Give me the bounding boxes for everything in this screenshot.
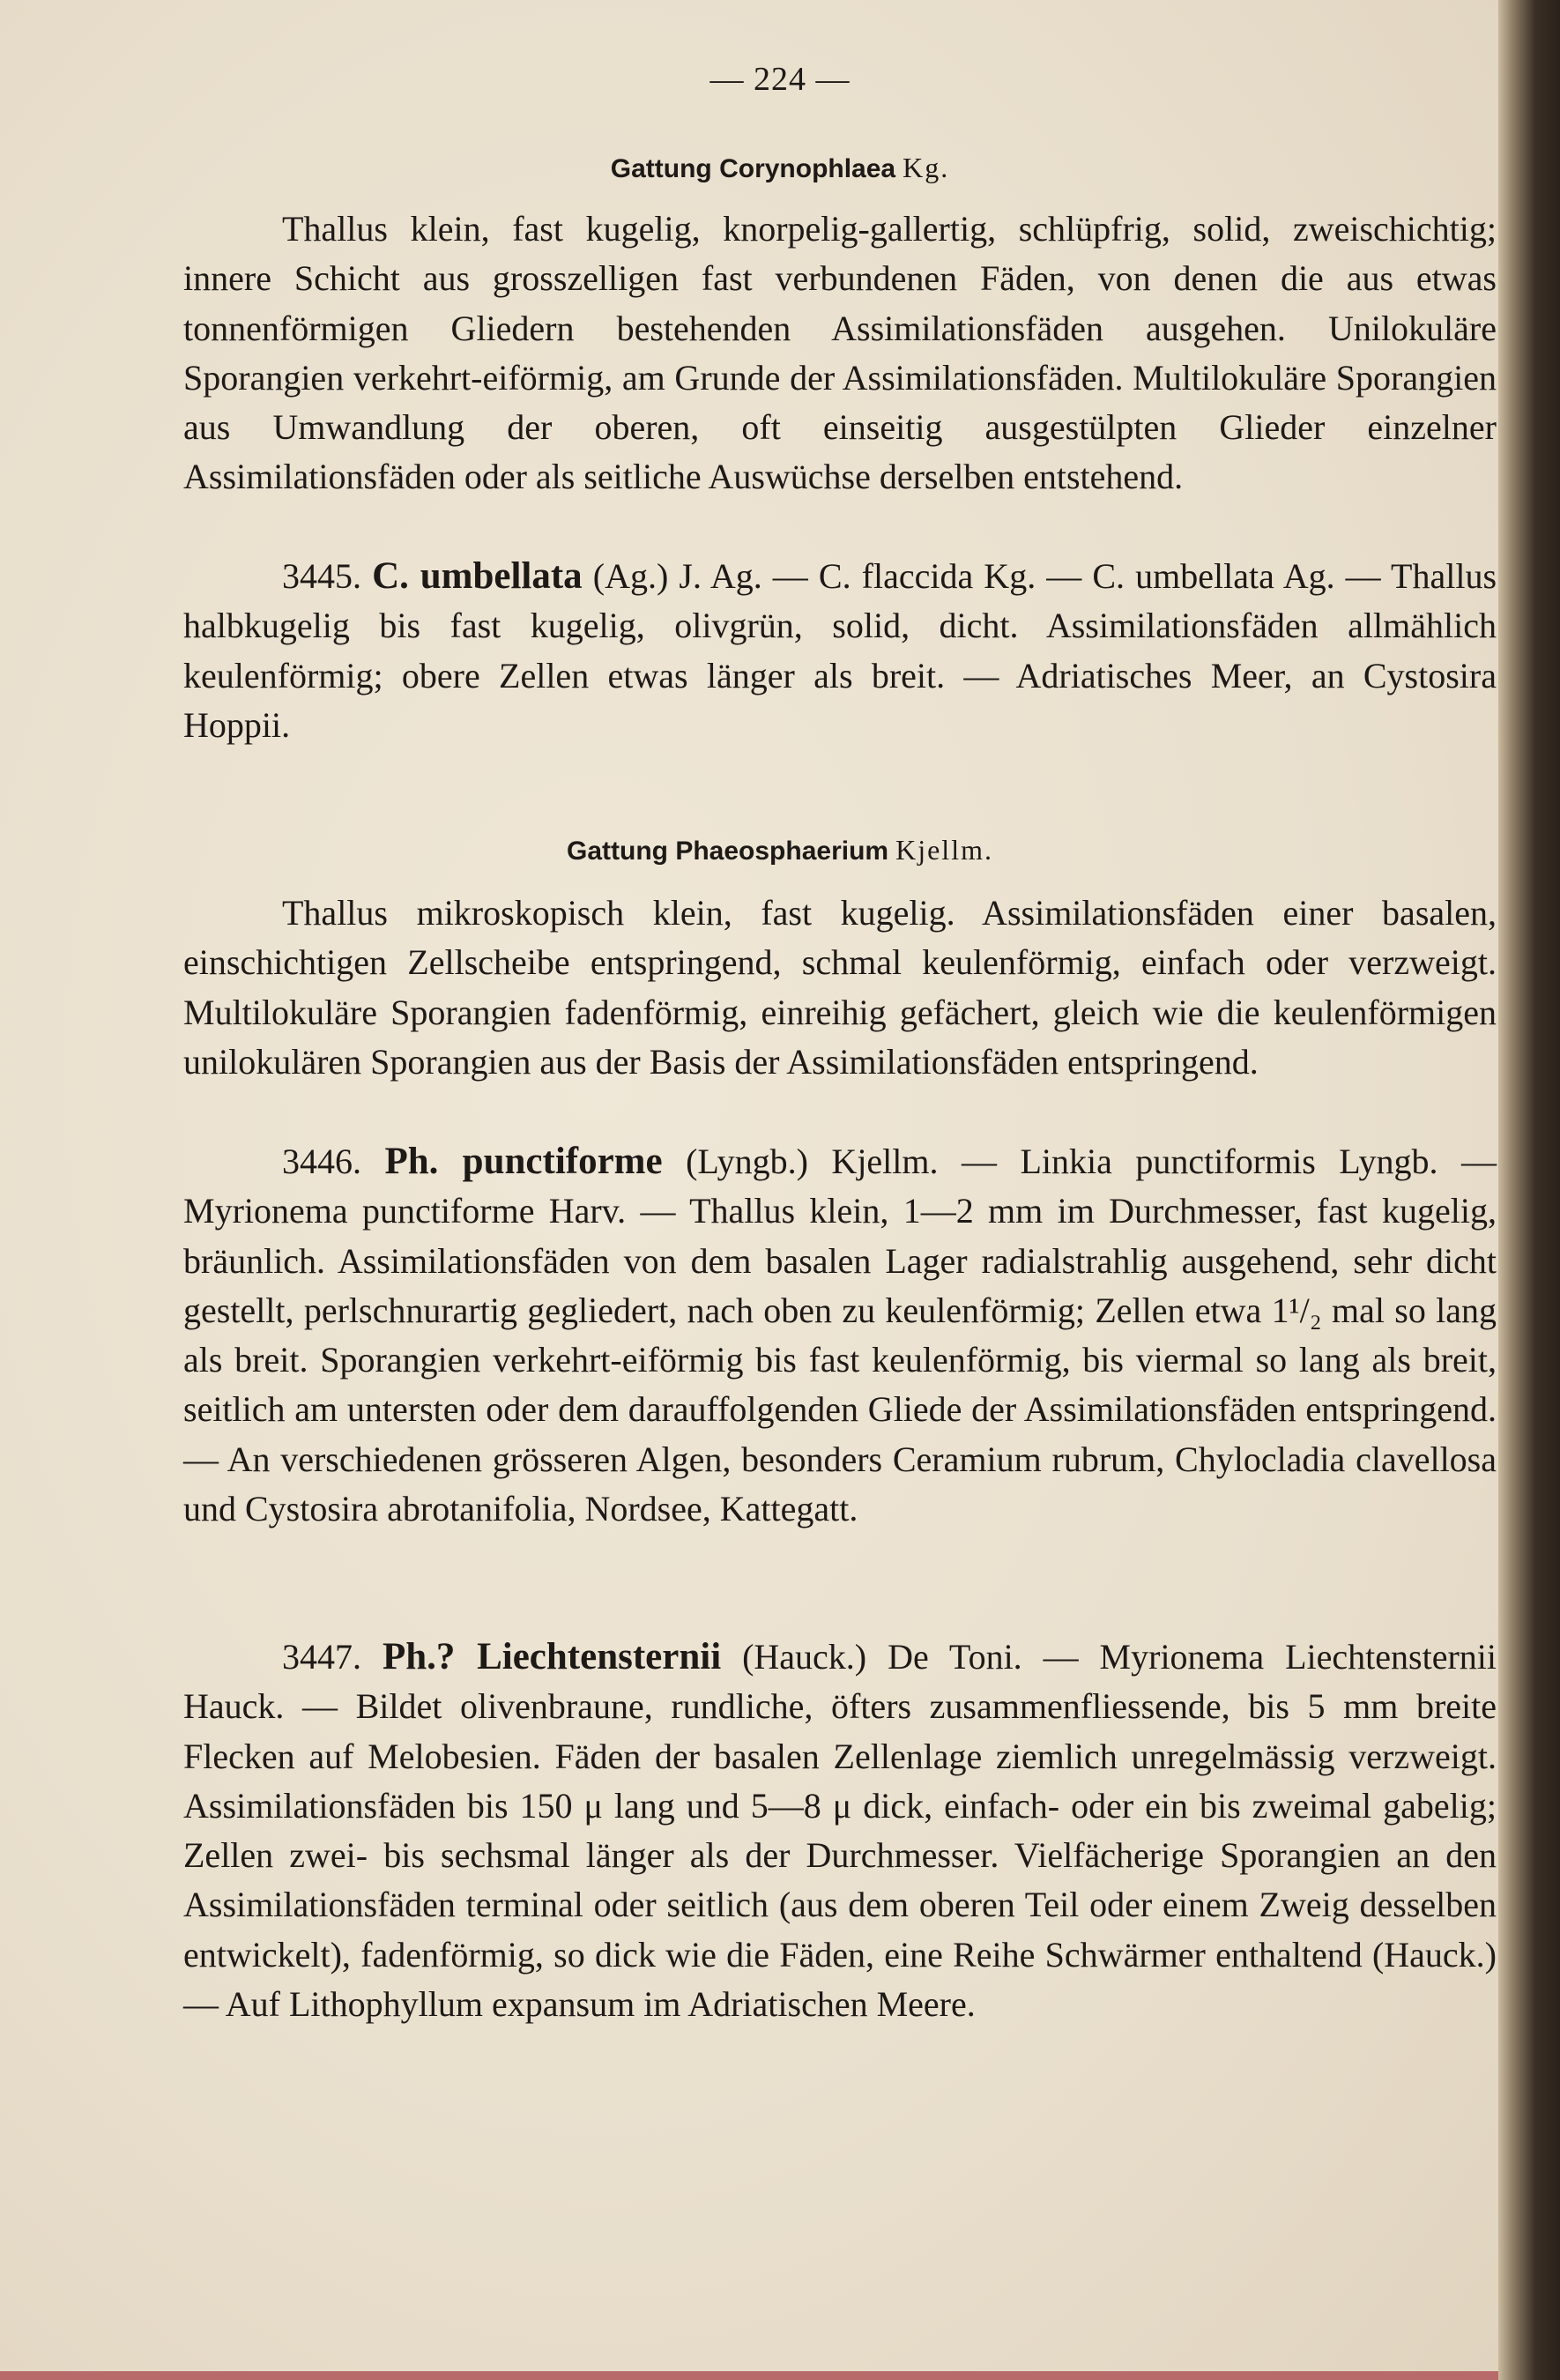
- book-page-edge: [1498, 0, 1560, 2380]
- genus-name: Gattung Phaeosphaerium: [567, 837, 889, 866]
- genus-description-phaeosphaerium: [183, 889, 1497, 1087]
- page-number: — 224 —: [709, 61, 851, 98]
- species-entry-3446: [183, 1137, 1497, 1534]
- genus-author: Kg.: [903, 152, 950, 183]
- genus-name: Gattung Corynophlaea: [610, 154, 896, 183]
- species-entry-3447: [183, 1633, 1497, 2029]
- species-number: 3445.: [282, 556, 361, 596]
- page-bottom-edge: [0, 2371, 1498, 2380]
- genus-heading-phaeosphaerium: [0, 834, 1560, 866]
- genus-description-corynophlaea: [183, 205, 1497, 502]
- species-number: 3446.: [282, 1142, 361, 1181]
- genus-heading-corynophlaea: [0, 152, 1560, 184]
- species-text: (Lyngb.) Kjellm. — Linkia punctiformis Lyngb. — Myrionema punctiforme Harv. — Thallus klein, 1—2 mm im Durchmesser, fast kugelig, bräunlich. Assimilationsfäden von dem basalen Lager radialstrahlig ausgehend, sehr dicht gestellt, perlschnurartig gegliedert, nach oben zu keulenförmig; Zellen etwa 1¹/₂ mal so lang als breit. Sporangien verkehrt-eiförmig bis fast keulenförmig, bis viermal so lang als breit, seitlich am untersten oder dem darauffolgenden Gliede der Assimilationsfäden entspringend. — An verschiedenen grösseren Algen, besonders Ceramium rubrum, Chylocladia clavellosa und Cystosira abrotanifolia, Nordsee, Kattegatt.: [183, 1142, 1497, 1529]
- species-text: (Ag.) J. Ag. — C. flaccida Kg. — C. umbellata Ag. — Thallus halbkugelig bis fast kugelig, olivgrün, solid, dicht. Assimilationsfäden allmählich keulenförmig; obere Zellen etwas länger als breit. — Adriatisches Meer, an Cystosira Hoppii.: [183, 556, 1497, 745]
- description-text: Thallus mikroskopisch klein, fast kugelig. Assimilationsfäden einer basalen, einschichtigen Zellscheibe entspringend, schmal keulenförmig, einfach oder verzweigt. Multilokuläre Sporangien fadenförmig, einreihig gefächert, gleich wie die keulenförmigen unilokulären Sporangien aus der Basis der Assimilationsfäden entspringend.: [183, 893, 1497, 1082]
- species-number: 3447.: [282, 1637, 361, 1677]
- description-text: Thallus klein, fast kugelig, knorpelig-gallertig, schlüpfrig, solid, zweischichtig; innere Schicht aus grosszelligen fast verbundenen Fäden, von denen die aus etwas tonnenförmigen Gliedern bestehenden Assimilationsfäden ausgehen. Unilokuläre Sporangien verkehrt-eiförmig, am Grunde der Assimilationsfäden. Multilokuläre Sporangien aus Umwandlung der oberen, oft einseitig ausgestülpten Glieder einzelner Assimilationsfäden oder als seitliche Auswüchse derselben entstehend.: [183, 209, 1497, 497]
- species-entry-3445: [183, 552, 1497, 750]
- genus-author: Kjellm.: [895, 834, 993, 866]
- species-text: (Hauck.) De Toni. — Myrionema Liechtensternii Hauck. — Bildet olivenbraune, rundliche, öfters zusammenfliessende, bis 5 mm breite Flecken auf Melobesien. Fäden der basalen Zellenlage ziemlich unregelmässig verzweigt. Assimilationsfäden bis 150 μ lang und 5—8 μ dick, einfach- oder ein bis zweimal gabelig; Zellen zwei- bis sechsmal länger als der Durchmesser. Vielfächerige Sporangien an den Assimilationsfäden terminal oder seitlich (aus dem oberen Teil oder einem Zweig desselben entwickelt), fadenförmig, so dick wie die Fäden, eine Reihe Schwärmer enthaltend (Hauck.) — Auf Lithophyllum expansum im Adriatischen Meere.: [183, 1637, 1497, 2025]
- species-name: Ph. punctiforme: [384, 1141, 663, 1182]
- species-name: Ph.? Liechtensternii: [382, 1636, 722, 1677]
- species-name: C. umbellata: [372, 555, 583, 597]
